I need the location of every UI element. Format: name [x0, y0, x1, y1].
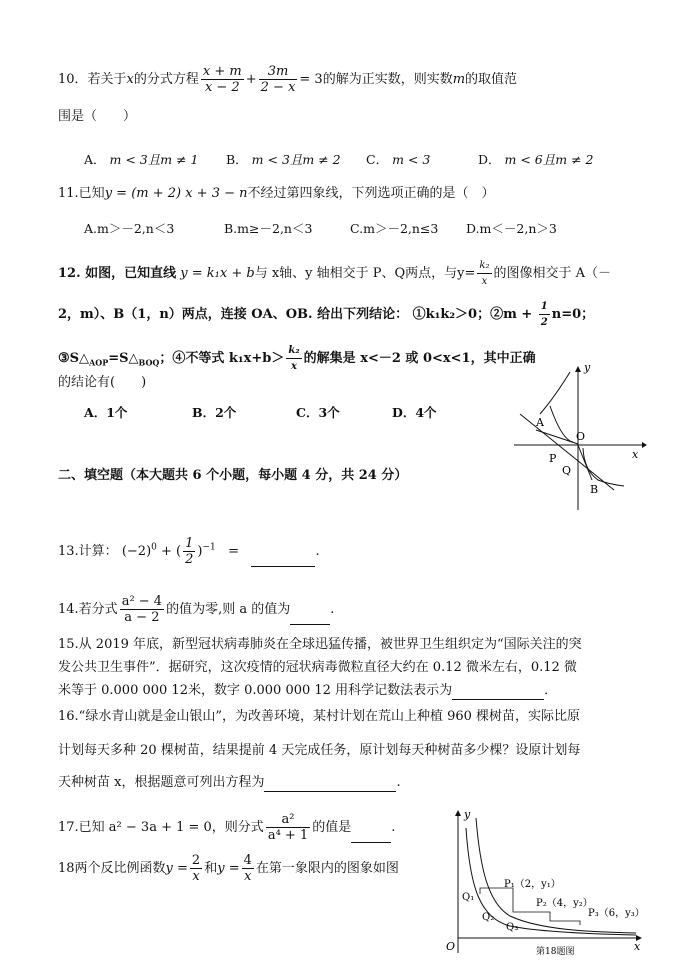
q12-half-num: 1: [539, 299, 550, 315]
q10-option-d-label: D．: [478, 152, 501, 167]
q16-line1: 16.“绿水青山就是金山银山”，为改善环境，某村计划在荒山上种植 960 棵树苗，实际比原: [58, 709, 581, 724]
q13-expr1: (−2): [121, 544, 152, 559]
q18-label-q2: Q₂: [482, 912, 495, 923]
q18-prefix: 18两个反比例函数: [58, 861, 166, 876]
q18-fig-y-label: y: [464, 808, 471, 821]
q14-prefix: 14.若分式: [58, 602, 118, 617]
q13-half-fraction: [183, 536, 195, 567]
q12-k2-den: x: [481, 276, 488, 287]
q15-line1: 15.从 2019 年底，新型冠状病毒肺炎在全球迅猛传播，被世界卫生组织定为“国际关注的突: [58, 637, 582, 652]
q18-line: [58, 853, 399, 884]
q10-suffix: 的解为正实数，则实数: [322, 72, 453, 87]
q11-option-a: A.m＞－2,n＜3: [84, 221, 175, 236]
q10-f1-numerator: x + m: [202, 64, 242, 79]
q10-equals: = 3: [299, 72, 323, 87]
q10-f1-denominator: x − 2: [204, 80, 240, 95]
q13-plus: + (: [156, 544, 182, 559]
q10-line1: [58, 64, 517, 95]
q12-l2b: ①k₁k₂＞0；②m +: [412, 307, 537, 322]
q12-k2-fraction-2: [286, 343, 301, 374]
q13-half-num: 1: [185, 536, 194, 551]
q10-var-x: x: [126, 72, 134, 87]
q18-f2: y =: [217, 861, 240, 876]
q12-figure: [512, 362, 647, 512]
q12-l1a: 12. 如图，已知直线: [58, 266, 177, 281]
q18-suffix: 在第一象限内的图象如图: [255, 861, 399, 876]
section-heading-fill-blank: 二、填空题（本大题共 6 个小题，每小题 4 分，共 24 分）: [58, 468, 408, 483]
q11-option-b: B.m≥－2,n＜3: [224, 221, 313, 236]
q12-k2-fraction: [477, 258, 491, 289]
q12-option-c: C．3个: [296, 405, 340, 420]
q13-equals: =: [228, 544, 240, 559]
q14-suffix: 的值为零,则 a 的值为: [166, 602, 291, 617]
q18-f1: y =: [165, 861, 188, 876]
q12-x-arrow: [642, 442, 647, 448]
q11-suffix: 不经过第四象线，下列选项正确的是（ ）: [247, 186, 495, 201]
q12-fig-label-o: O: [576, 430, 586, 443]
q10-f2-numerator: 3m: [259, 64, 298, 80]
q17-fraction: [266, 812, 310, 843]
q13-answer-blank[interactable]: [251, 552, 315, 567]
q14-line: [58, 594, 334, 625]
q10-option-c: [366, 150, 430, 168]
q10-option-d-text: m < 6且m ≠ 2: [504, 152, 594, 167]
q10-plus: +: [245, 72, 257, 87]
q12-l3c: ；④不等式 k₁x+b＞: [159, 351, 285, 366]
q12-line-formula: y = k₁x + b: [180, 266, 255, 281]
q12-line4: 的结论有( ): [58, 375, 147, 390]
q15-end: ．: [544, 683, 558, 698]
q18-fig-x-label: x: [634, 940, 641, 953]
q12-l3-sub-aop: AOP: [89, 357, 109, 368]
q18-f1-den: x: [192, 869, 200, 884]
q10-fraction-2: [259, 64, 298, 95]
q18-label-q1: Q₁: [462, 892, 475, 903]
q16-line2: 计划每天多种 20 棵树苗，结果提前 4 天完成任务，原计划每天种树苗多少棵？设原计划每: [58, 743, 581, 758]
q12-k2-num: k₂: [477, 258, 491, 274]
q12-line: [520, 414, 614, 490]
q10-line2: 围是（ ）: [58, 109, 137, 124]
q17-prefix: 17.已知 a² − 3a + 1 = 0，则分式: [58, 820, 264, 835]
q10-suffix2: 的取值范: [465, 72, 518, 87]
q18-figure: [440, 808, 680, 958]
q10-option-b-label: B．: [226, 152, 248, 167]
q10-prefix: 10．若关于: [58, 72, 127, 87]
q17-end: .: [391, 820, 396, 835]
q17-suffix: 的值是: [312, 820, 352, 835]
q10-option-c-label: C．: [366, 152, 389, 167]
q18-figure-caption: 第18题图: [536, 947, 575, 957]
q18-label-p3: P₃（6，y₃）: [588, 908, 645, 919]
q14-numerator: a² − 4: [121, 594, 163, 609]
q12-l3b: =S△: [108, 351, 139, 366]
q13-line: [58, 536, 320, 567]
q10-option-d: [478, 150, 593, 168]
q10-option-b: [226, 150, 341, 168]
q15-line3-text: 米等于 0.000 000 12米，数字 0.000 000 12 用科学记数法表示为: [58, 683, 453, 698]
q18-fig-origin-label: O: [446, 940, 456, 953]
q13-exp-neg1: −1: [202, 542, 216, 553]
q17-denominator: a⁴ + 1: [267, 828, 309, 843]
q10-fraction-1: [201, 64, 244, 95]
q17-answer-blank[interactable]: [351, 828, 391, 843]
q14-denominator: a − 2: [124, 610, 160, 625]
q12-line2: [58, 299, 594, 330]
q13-prefix: 13.计算：: [58, 544, 118, 559]
q12-segment-oa: [536, 430, 578, 444]
q16-line3-text: 天种树苗 x，根据题意可列出方程为: [58, 775, 265, 790]
q12-option-d: D．4个: [392, 405, 437, 420]
q12-hyperbola-right: [583, 448, 624, 486]
q14-fraction: [120, 594, 164, 625]
q12-l1b: 与 x轴、y 轴相交于 P、Q两点，与y=: [254, 266, 476, 281]
q15-line2: 发公共卫生事件”．据研究，这次疫情的冠状病毒微粒直径大约在 0.12 微米左右，0.12 微: [58, 660, 577, 675]
q12-line1: [58, 258, 611, 289]
q12-l3a: ③S△: [58, 351, 90, 366]
q12-hyperbola-left: [540, 372, 570, 414]
q13-end: .: [315, 544, 320, 559]
q12-half-den: 2: [540, 317, 548, 328]
q11-formula: y = (m + 2) x + 3 − n: [104, 186, 248, 201]
q12-k2-den-2: x: [291, 361, 297, 372]
q10-option-a-text: m < 3且m ≠ 1: [109, 152, 199, 167]
q12-fig-label-b: B: [590, 483, 599, 496]
q16-line3: [58, 774, 401, 792]
q10-var-m: m: [452, 72, 466, 87]
q18-label-q3: Q₃: [506, 922, 519, 933]
q14-end: .: [330, 602, 335, 617]
q12-hyperbola-left-lower: [550, 406, 573, 442]
q11-line: [58, 185, 495, 203]
q12-fig-label-p: P: [549, 452, 557, 465]
q12-l3d: 的解集是 x<－2 或 0<x<1，其中正确: [303, 351, 536, 366]
q13-exp0: 0: [151, 542, 157, 553]
q10-option-a-label: A．: [84, 152, 106, 167]
q12-l3-sub-boq: BOQ: [138, 357, 160, 368]
q13-half-den: 2: [185, 552, 194, 567]
q18-f1-fraction: [190, 853, 202, 884]
q18-f2-den: x: [244, 869, 252, 884]
q12-l1c: 的图像相交于 A（－: [493, 266, 612, 281]
q12-y-arrow: [575, 366, 581, 372]
q18-f2-num: 4: [243, 853, 252, 868]
q18-y-arrow: [455, 810, 461, 816]
q15-answer-blank[interactable]: [452, 685, 544, 700]
q18-and: 和: [204, 861, 218, 876]
q10-option-c-text: m < 3: [392, 152, 431, 167]
q12-option-a: A．1个: [84, 405, 128, 420]
q15-line3: [58, 682, 557, 700]
q16-answer-blank[interactable]: [264, 777, 396, 792]
q12-half-fraction: [539, 299, 550, 330]
q14-answer-blank[interactable]: [290, 610, 330, 625]
q18-label-p2: P₂（4，y₂）: [536, 898, 593, 909]
q12-l2c: n=0；: [551, 307, 595, 322]
q10-mid: 的分式方程: [133, 72, 199, 87]
q12-l2a: 2，m）、B（1，n）两点，连接 OA、OB. 给出下列结论：: [58, 307, 409, 322]
q12-fig-label-q: Q: [562, 464, 572, 477]
q17-numerator: a²: [266, 812, 310, 828]
q17-line: [58, 812, 395, 843]
q10-f2-denominator: 2 − x: [260, 80, 296, 95]
q10-option-a: [84, 150, 198, 168]
q12-option-b: B．2个: [192, 405, 237, 420]
q11-prefix: 11.已知: [58, 186, 105, 201]
q18-f1-num: 2: [191, 853, 201, 868]
q18-f2-fraction: [242, 853, 254, 884]
q12-fig-x-label: x: [632, 448, 639, 461]
q18-label-p1: P₁（2，y₁）: [504, 879, 561, 890]
q10-option-b-text: m < 3且m ≠ 2: [251, 152, 341, 167]
q12-fig-y-label: y: [584, 362, 591, 374]
q11-option-c: C.m＞－2,n≤3: [350, 221, 439, 236]
q16-end: .: [396, 775, 401, 790]
q11-option-d: D.m＜－2,n＞3: [466, 221, 557, 236]
q13-close-paren: ): [197, 544, 203, 559]
q12-fig-label-a: A: [536, 416, 544, 429]
q12-k2-num-2: k₂: [286, 343, 301, 359]
q12-line3: [58, 343, 536, 374]
